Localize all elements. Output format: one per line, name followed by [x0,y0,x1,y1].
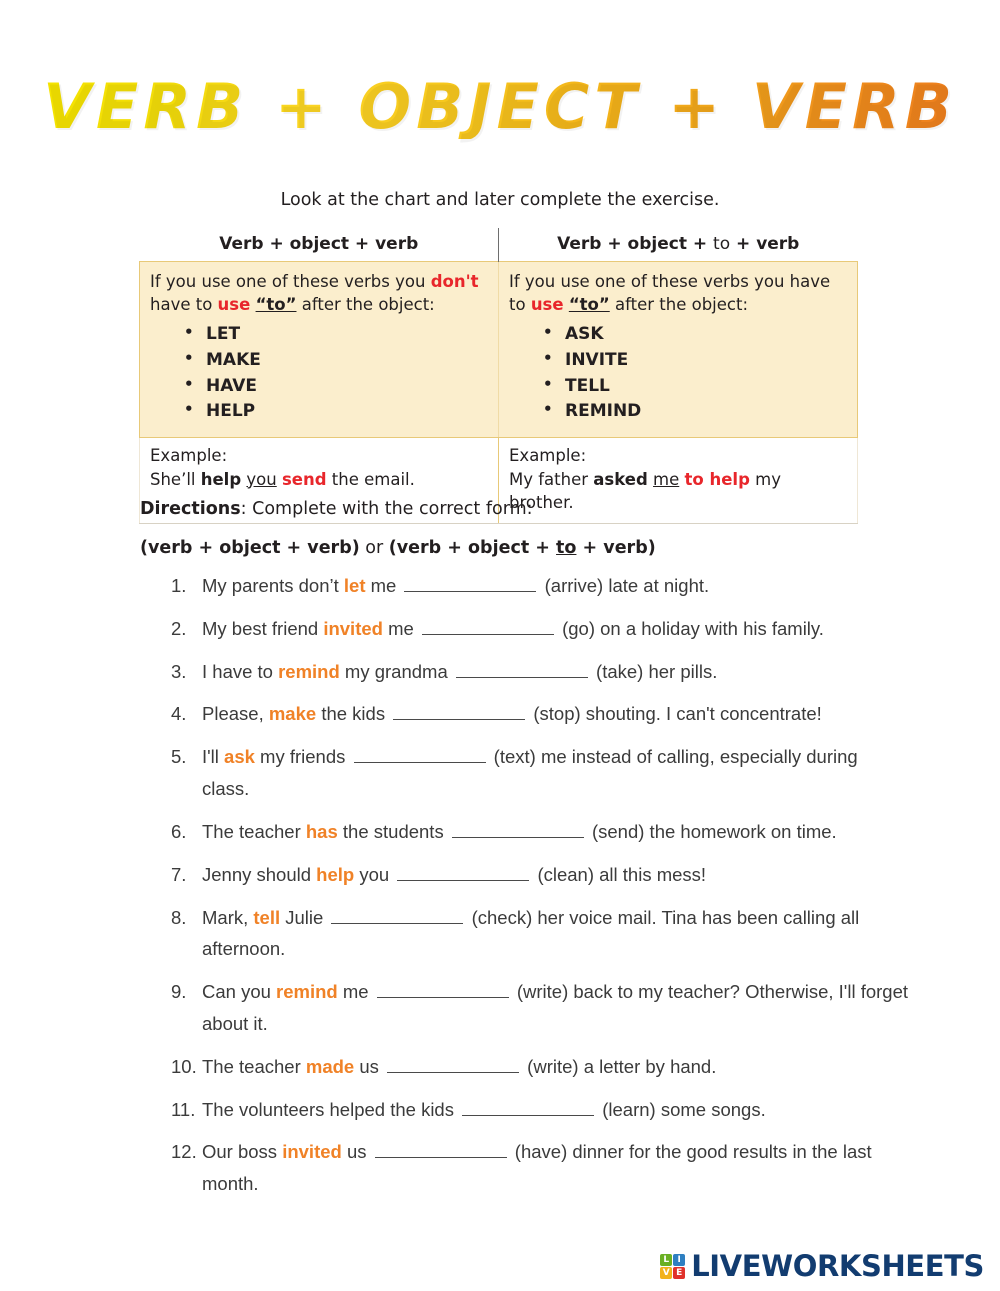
example-right-p4: my brother. [509,469,781,512]
exercise-number: 4. [171,703,187,725]
exercise-item [168,1094,908,1126]
formula-part-b2: + verb) [576,538,656,558]
exercise-mid: me [382,617,419,639]
exercise-mid: the students [337,820,449,842]
exercise-post: (write) back to my teacher? Otherwise, I'll forget about it. [202,981,908,1034]
verb-list-item: • HAVE [206,374,488,400]
verb-list-item: • TELL [565,374,847,400]
verb-list-left [150,322,488,425]
chart-header-left [140,228,499,262]
chart-example-right [499,438,858,524]
exercise-post: (have) dinner for the good results in the last month. [202,1141,872,1195]
exercise-pre: I have to [202,660,279,682]
exercise-pre: The volunteers helped the kids [202,1098,460,1120]
rule-left-use: use [217,295,251,315]
exercise-mid: me [365,575,402,596]
rule-left-text-after: after the object: [296,295,435,315]
exercise-item [168,859,908,891]
exercise-number: 3. [171,660,187,682]
grammar-chart [139,228,858,524]
exercise-sentence [202,902,908,966]
answer-blank[interactable] [354,745,486,764]
exercise-mid: me [337,981,374,1003]
exercise-sentence [202,656,908,688]
exercise-keyword: remind [278,660,340,682]
exercise-post: (arrive) late at night. [539,575,710,596]
exercise-post: (take) her pills. [590,660,718,682]
chart-header-right-part2: + verb [730,234,800,254]
exercise-keyword: ask [224,746,255,768]
exercise-keyword: made [305,1055,355,1077]
formula-part-b1: (verb + object + [388,538,557,558]
logo-square-i: I [673,1254,685,1266]
verb-list-item: • LET [206,322,488,348]
example-right-me: me [653,469,680,489]
exercise-sentence [202,976,908,1040]
rule-right-text-after: after the object: [609,295,749,315]
example-label-left: Example: [150,446,228,466]
answer-blank[interactable] [393,702,525,721]
exercise-post: (send) the homework on time. [586,820,837,842]
answer-blank[interactable] [387,1054,519,1073]
verb-list-item: • REMIND [565,399,847,425]
exercise-mid: the kids [316,703,391,725]
exercise-pre: Jenny should [202,863,317,885]
chart-header-right-to: to [713,234,731,254]
exercise-mid: my friends [254,746,351,768]
exercise-number: 7. [171,863,187,885]
exercise-sentence [202,741,908,805]
exercise-item [168,698,908,730]
exercise-item [168,656,908,688]
logo-square-e: E [673,1267,685,1279]
page-title-wrapper [0,70,1000,143]
exercise-item [168,1136,908,1200]
verb-list-item: • MAKE [206,348,488,374]
chart-rule-row [140,262,858,438]
answer-blank[interactable] [456,659,588,678]
formula-or: or [359,538,389,558]
exercise-mid: Julie [280,906,329,928]
example-label-right: Example: [509,446,587,466]
page-title: VERB + OBJECT + VERB [42,70,958,143]
exercise-post: (go) on a holiday with his family. [556,617,824,639]
chart-header-right [499,228,858,262]
rule-left-to: “to” [255,295,297,315]
exercise-mid: my grandma [339,660,453,682]
exercise-pre: The teacher [202,1055,306,1077]
rule-right-to: “to” [568,295,610,315]
exercise-keyword: let [343,575,366,596]
example-left-you: you [246,469,277,489]
exercise-post: (text) me instead of calling, especially during class. [202,746,858,800]
exercise-item [168,1051,908,1083]
exercise-sentence [202,570,908,602]
chart-header-right-part1: Verb + object + [557,234,714,254]
exercise-keyword: remind [276,981,338,1003]
verb-list-item: • INVITE [565,348,847,374]
rule-right-text-before: If you use one of these verbs you have to [509,272,831,315]
logo-square-v: V [660,1267,672,1279]
rule-left-text-mid: have to [150,295,218,315]
answer-blank[interactable] [397,862,529,881]
exercise-pre: The teacher [202,820,306,842]
exercise-item [168,570,908,602]
exercise-pre: My parents don’t [202,575,344,596]
exercise-mid: you [354,863,395,885]
verb-list-item: • ASK [565,322,847,348]
example-right-asked: asked [593,469,648,489]
answer-blank[interactable] [331,905,463,924]
example-left-send: send [281,469,327,489]
exercise-number: 12. [171,1141,197,1163]
exercise-sentence [202,1136,908,1200]
exercise-mid: us [354,1055,385,1077]
exercise-mid: us [341,1141,372,1163]
answer-blank[interactable] [462,1097,594,1116]
exercise-keyword: invited [282,1141,342,1163]
chart-header-row [140,228,858,262]
exercise-pre: Can you [202,981,277,1003]
exercise-post: (check) her voice mail. Tina has been calling all afternoon. [202,906,860,960]
example-left-p1: She’ll [150,469,201,489]
answer-blank[interactable] [375,1140,507,1159]
answer-blank[interactable] [422,616,554,635]
exercise-sentence [202,613,908,645]
example-right-tohelp: to help [684,469,750,489]
logo-square-l: L [660,1254,672,1266]
directions-label: Directions [140,499,241,519]
example-right-p1: My father [509,469,594,489]
exercise-list [168,570,908,1211]
exercise-keyword: has [305,820,338,842]
example-sentence-right [509,468,847,515]
exercise-number: 10. [171,1055,197,1077]
liveworksheets-logo-icon [660,1254,685,1279]
liveworksheets-logo[interactable] [660,1249,984,1283]
verb-list-right [509,322,847,425]
exercise-item [168,613,908,645]
answer-blank[interactable] [452,819,584,838]
directions-text: : Complete with the correct form: [240,499,533,519]
exercise-item [168,902,908,966]
exercise-number: 11. [171,1098,196,1120]
exercise-number: 9. [171,981,187,1003]
exercise-sentence [202,859,908,891]
verb-list-item: • HELP [206,399,488,425]
exercise-pre: Our boss [202,1141,283,1163]
exercise-post: (write) a letter by hand. [522,1055,717,1077]
exercise-number: 5. [171,746,187,768]
exercise-number: 2. [171,617,187,639]
exercise-item [168,741,908,805]
example-left-p4: the email. [326,469,415,489]
exercise-post: (stop) shouting. I can't concentrate! [528,703,822,725]
example-sentence-left [150,468,488,491]
exercise-sentence [202,698,908,730]
formula-line [140,538,656,558]
rule-right-use: use [530,295,564,315]
answer-blank[interactable] [404,573,536,592]
exercise-item [168,976,908,1040]
chart-rule-right [499,262,858,438]
intro-instruction: Look at the chart and later complete the exercise. [280,190,720,210]
exercise-pre: I'll [202,746,225,768]
exercise-keyword: tell [253,906,281,928]
rule-left-text-before: If you use one of these verbs you [150,272,431,291]
exercise-keyword: help [316,863,355,885]
rule-left-dont: don't [430,272,479,291]
formula-part-a: (verb + object + verb) [140,538,360,558]
formula-to: to [556,538,577,558]
exercise-item [168,816,908,848]
exercise-keyword: invited [323,617,383,639]
exercise-pre: My best friend [202,617,324,639]
chart-rule-left [140,262,499,438]
example-left-help: help [200,469,242,489]
exercise-sentence [202,1094,908,1126]
exercise-post: (clean) all this mess! [532,863,707,885]
exercise-keyword: make [268,703,317,725]
liveworksheets-logo-text: LIVEWORKSHEETS [691,1249,984,1283]
answer-blank[interactable] [377,980,509,999]
exercise-sentence [202,816,908,848]
exercise-pre: Mark, [202,906,254,928]
exercise-post: (learn) some songs. [597,1098,766,1120]
exercise-number: 1. [171,575,187,596]
exercise-pre: Please, [202,703,269,725]
exercise-number: 6. [171,820,187,842]
exercise-number: 8. [171,906,187,928]
directions-line [140,499,533,519]
chart-header-left-label: Verb + object + verb [219,234,419,254]
exercise-sentence [202,1051,908,1083]
